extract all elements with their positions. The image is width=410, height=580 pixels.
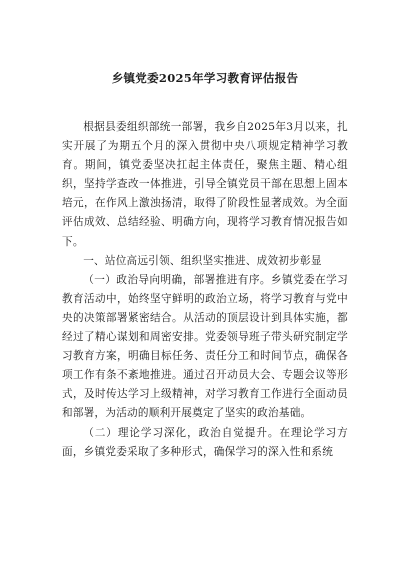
subsection-paragraph-1: （一）政治导向明确，部署推进有序。乡镇党委在学习教育活动中，始终坚守鲜明的政治立场，将学习教育与党中央的决策部署紧密结合。从活动的顶层设计到具体实施，都经过了精心谋划和周密安排。党委领导班子带头研究制定学习教育方案，明确目标任务、责任分工和时间节点，确保各项工作有条不紊地推进。通过召开动员大会、专题会议等形式，及时传达学习上级精神，对学习教育工作进行全面动员和部署，为活动的顺利开展奠定了坚实的政治基础。 [62,273,348,420]
document-body [62,118,348,462]
intro-paragraph: 根据县委组织部统一部署，我乡自2025年3月以来，扎实开展了为期五个月的深入贯彻中央八项规定精神学习教育。期间，镇党委坚决扛起主体责任，聚焦主题、精心组织，坚持学查改一体推进，引导全镇党员干部在思想上固本培元，在作风上激浊扬清，取得了阶段性显著成效。为全面评估成效、总结经验、明确方向，现将学习教育情况报告如下。 [62,121,348,248]
section-heading: 一、站位高远引领、组织坚实推进、成效初步彰显 [83,254,322,267]
document-title: 乡镇党委2025年学习教育评估报告 [111,71,299,85]
subsection-paragraph-2: （二）理论学习深化，政治自觉提升。在理论学习方面，乡镇党委采取了多种形式，确保学习的深入性和系统 [62,426,348,458]
